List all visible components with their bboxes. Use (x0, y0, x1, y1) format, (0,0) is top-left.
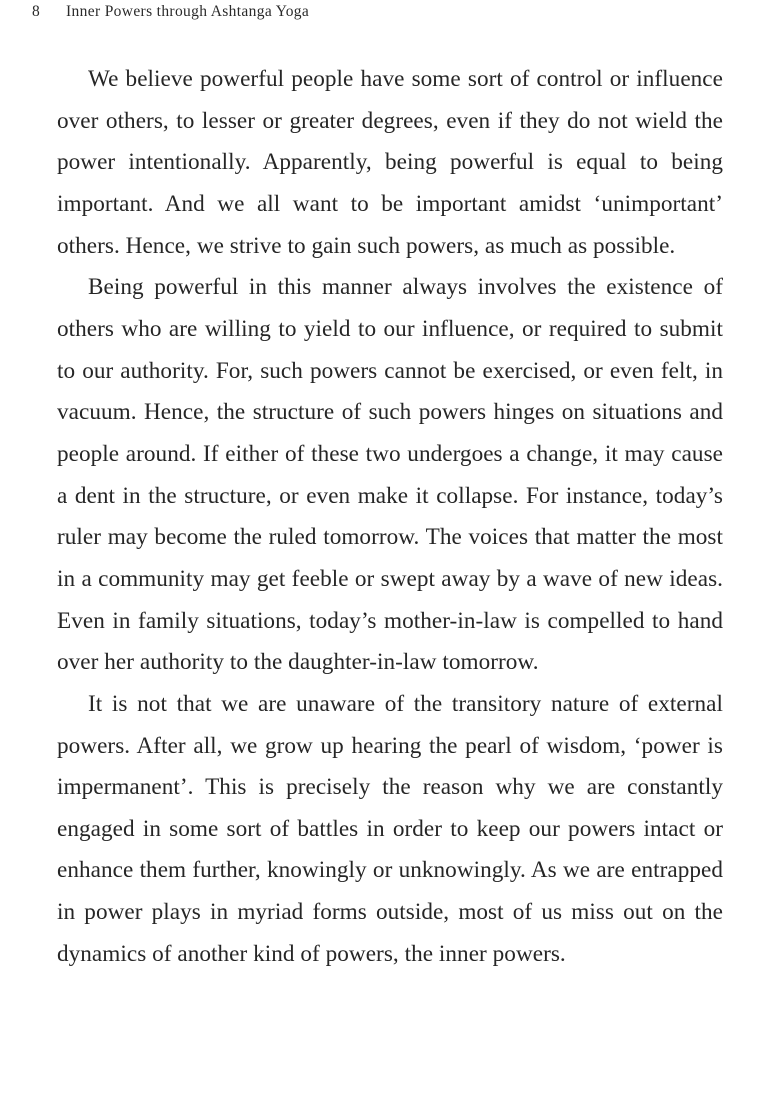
page-number: 8 (32, 3, 40, 20)
running-head (32, 2, 309, 22)
paragraph: We believe powerful people have some sort of control or influence over others, to lesser or greater degrees, even if they do not wield the power intentionally. Apparently, being powerful is equal to being important. And we all want to be important amidst ‘unimportant’ others. Hence, we strive to gain such powers, as much as possible. (57, 66, 723, 259)
paragraph: It is not that we are unaware of the transitory nature of external powers. After all, we grow up hearing the pearl of wisdom, ‘power is impermanent’. This is precisely the reason why we are constantly engaged in some sort of battles in order to keep our powers intact or enhance them further, knowingly or unknowingly. As we are entrapped in power plays in myriad forms outside, most of us miss out on the dynamics of another kind of powers, the inner powers. (57, 690, 723, 967)
paragraph: Being powerful in this manner always involves the existence of others who are willing to yield to our influence, or required to submit to our authority. For, such powers cannot be exercised, or even felt, in vacuum. Hence, the structure of such powers hinges on situations and people around. If either of these two undergoes a change, it may cause a dent in the structure, or even make it collapse. For instance, today’s ruler may become the ruled tomorrow. The voices that matter the most in a community may get feeble or swept away by a wave of new ideas. Even in family situations, today’s mother-in-law is compelled to hand over her authority to the daughter-in-law tomorrow. (57, 274, 723, 676)
body-text (57, 59, 723, 975)
running-title: Inner Powers through Ashtanga Yoga (66, 3, 310, 20)
